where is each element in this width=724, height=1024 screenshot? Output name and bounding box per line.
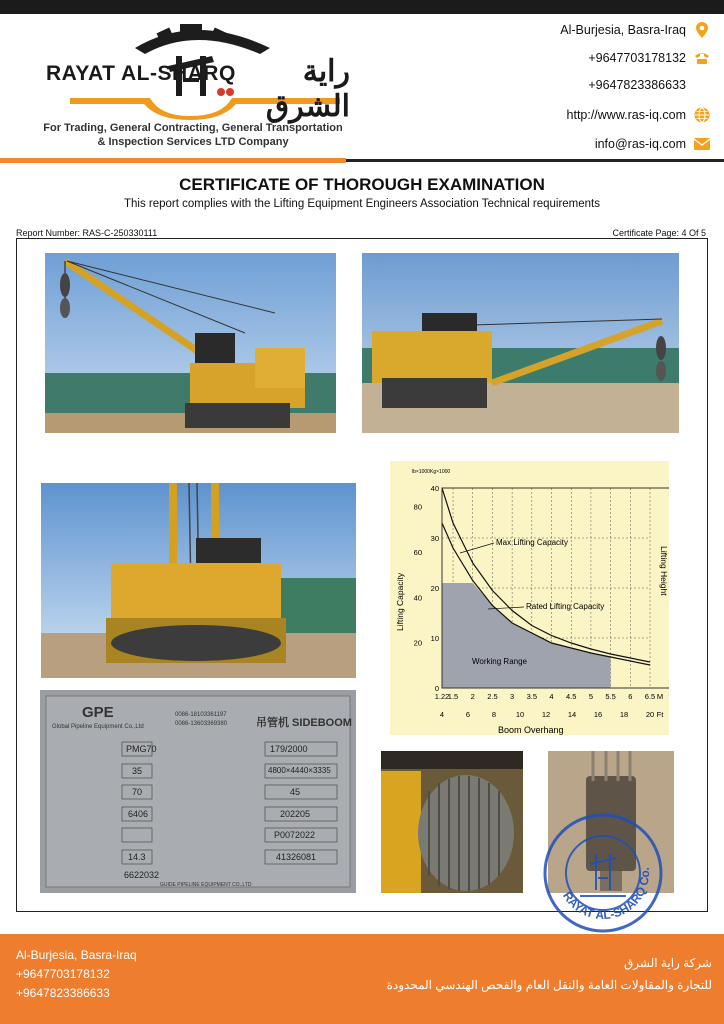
- phone-text-1[interactable]: +9647703178132: [588, 51, 686, 65]
- contact-phone-1[interactable]: [588, 50, 710, 66]
- address-text: Al-Burjesia, Basra-Iraq: [560, 23, 686, 37]
- photo-sideboom-front: [41, 483, 356, 678]
- nameplate-model: PMG70: [126, 744, 157, 754]
- nameplate-engine-no: 41326081: [276, 852, 317, 862]
- nameplate-chassis: 6622032: [124, 870, 160, 880]
- nameplate-maker: GUIDE PIPELINE EQUIPMENT CO.,LTD: [160, 882, 252, 888]
- y-lb-tick-label: 40: [413, 593, 422, 603]
- y-kg-tick-label: 30: [430, 534, 439, 543]
- x-bottom-tick-label: 12: [541, 710, 551, 719]
- email-link[interactable]: info@ras-iq.com: [594, 137, 686, 151]
- globe-icon: [694, 107, 710, 123]
- load-chart-svg: [390, 461, 669, 735]
- stamp-ring-text: RAYAT AL-SHARQ Co.: [560, 866, 653, 923]
- svg-text:RAYAT AL-SHARQ Co.: [560, 867, 652, 922]
- x-bottom-tick-label: 20: [645, 710, 655, 719]
- x-top-tick-label: 3: [510, 692, 515, 701]
- company-logo: [40, 20, 350, 123]
- y-kg-tick-label: 20: [430, 584, 439, 593]
- y-lb-tick-label: 60: [413, 547, 422, 557]
- header-divider-dark: [346, 159, 724, 162]
- top-bar: [0, 0, 724, 14]
- x-top-tick-label: 4.5: [565, 692, 577, 701]
- footer-arabic-description: للتجارة والمقاولات العامة والنقل العام والفحص الهندسي المحدودة: [386, 978, 712, 992]
- x-top-tick-label: 2.5: [487, 692, 498, 701]
- y-right-label: Lifting Height: [659, 546, 669, 596]
- photo-sideboom-side-right: [362, 253, 679, 433]
- x-top-tick-label: 5.5: [605, 692, 616, 701]
- x-top-tick-label: 6: [628, 692, 633, 701]
- tagline-line-2: & Inspection Services LTD Company: [97, 136, 289, 148]
- nameplate-lift-height: 6406: [128, 809, 149, 819]
- location-pin-icon: [694, 22, 710, 38]
- x-top-tick-label: 1.22: [434, 692, 450, 701]
- footer-phone-1[interactable]: +9647703178132: [16, 967, 110, 981]
- y-lb-tick-label: 80: [413, 502, 422, 512]
- company-tagline: [0, 121, 386, 149]
- x-axis-label: Boom Overhang: [498, 725, 564, 735]
- logo-arabic-text: راية الشرق: [265, 55, 350, 123]
- report-number: Report Number: RAS-C-250330111: [16, 228, 158, 238]
- nameplate-weight: 35: [132, 766, 143, 776]
- nameplate-phone-2: 0086-13603369380: [175, 721, 228, 727]
- x-bottom-tick-label: 10: [515, 710, 525, 719]
- nameplate-serial: P0072022: [274, 830, 316, 840]
- footer-phone-2[interactable]: +9647823386633: [16, 986, 110, 1000]
- footer-bar: [0, 934, 724, 1024]
- y-left-unit: lb×1000: [412, 469, 430, 475]
- x-bottom-unit-label: Ft: [656, 710, 664, 719]
- contact-website[interactable]: [567, 107, 710, 123]
- load-chart: [390, 461, 669, 735]
- nameplate-brand-sub: Global Pipeline Equipment Co.,Ltd: [52, 724, 144, 730]
- certificate-subtitle: This report complies with the Lifting Equipment Engineers Association Technical requirements: [123, 198, 600, 210]
- nameplate-brand: GPE: [82, 704, 114, 721]
- working-range-label: Working Range: [472, 657, 527, 666]
- x-top-tick-label: 3.5: [526, 692, 538, 701]
- photo-wire-rope-drum: [381, 751, 523, 893]
- photo-nameplate: [40, 690, 356, 893]
- x-bottom-tick-label: 16: [593, 710, 603, 719]
- nameplate-work-date: 202205: [280, 809, 311, 819]
- nameplate-max-capacity: 45: [290, 787, 301, 797]
- x-bottom-tick-label: 4: [439, 710, 445, 719]
- working-range-area: [442, 583, 611, 688]
- x-top-tick-label: 4: [549, 692, 554, 701]
- footer-address: Al-Burjesia, Basra-Iraq: [16, 948, 137, 962]
- x-top-tick-label: 5: [588, 692, 593, 701]
- logo-english-text: RAYAT AL-SHARQ: [46, 62, 236, 85]
- max-capacity-label: Max Lifting Capacity: [496, 538, 569, 547]
- contact-phone-2[interactable]: [588, 78, 686, 92]
- y-kg-tick-label: 40: [430, 484, 439, 493]
- contact-email[interactable]: [595, 136, 710, 152]
- x-top-tick-label: 6.5: [644, 692, 656, 701]
- x-top-tick-label: 2: [470, 692, 475, 701]
- footer-arabic-company: شركة راية الشرق: [623, 956, 712, 970]
- y-right-unit: Kg×1000: [430, 469, 451, 475]
- x-bottom-tick-label: 18: [619, 710, 629, 719]
- certificate-title: CERTIFICATE OF THOROUGH EXAMINATION: [179, 175, 545, 194]
- rated-capacity-label: Rated Lifting Capacity: [526, 602, 605, 611]
- mail-icon: [694, 136, 710, 152]
- nameplate-phone-1: 0086-18103361197: [175, 712, 227, 718]
- nameplate-title: 吊管机 SIDEBOOM: [256, 717, 352, 729]
- x-bottom-tick-label: 8: [491, 710, 497, 719]
- nameplate-dimensions: 4800×4440×3335: [268, 766, 331, 775]
- nameplate-rated-capacity: 70: [132, 787, 143, 797]
- certificate-page: Certificate Page: 4 Of 5: [612, 228, 706, 238]
- x-top-unit-label: M: [656, 692, 664, 701]
- website-link[interactable]: http://www.ras-iq.com: [566, 108, 686, 122]
- y-kg-tick-label: 10: [430, 634, 439, 643]
- phone-text-2[interactable]: +9647823386633: [588, 78, 686, 92]
- x-bottom-tick-label: 6: [465, 710, 471, 719]
- x-bottom-tick-label: 14: [567, 710, 577, 719]
- nameplate-rated-power: 179/2000: [270, 744, 308, 754]
- contact-address: [560, 22, 710, 38]
- x-top-tick-label: 1.5: [447, 692, 459, 701]
- tagline-line-1: For Trading, General Contracting, General Transportation: [43, 122, 343, 134]
- phone-icon: [694, 50, 710, 66]
- y-kg-tick-label: 0: [434, 684, 439, 693]
- company-stamp: [542, 812, 664, 934]
- y-lb-tick-label: 20: [413, 638, 422, 648]
- y-left-label: Lifting Capacity: [395, 572, 405, 631]
- nameplate-speed: 14.3: [128, 852, 146, 862]
- photo-sideboom-side-left: [45, 253, 336, 433]
- header-divider-orange: [0, 158, 346, 163]
